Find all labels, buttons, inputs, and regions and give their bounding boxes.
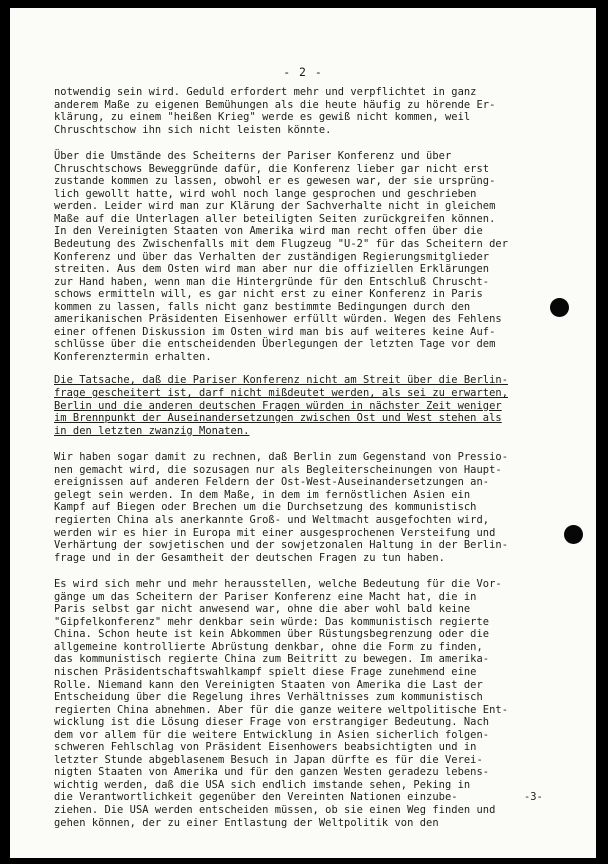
text-line: ereignissen auf anderen Feldern der Ost-West-Auseinandersetzungen an-	[54, 476, 490, 489]
text-line: werden wir es hier in Europa mit einer ausgesprochenen Versteifung und	[54, 526, 496, 539]
text-line: letzter Stunde abgeblasenem Besuch in Japan dürfte es für die Verei-	[54, 753, 483, 766]
text-line: Entscheidung über die Regelung ihres Verhältnisses zum kommunistisch	[54, 691, 483, 704]
text-line: im Brennpunkt der Auseinandersetzungen zwischen Ost und West stehen als	[54, 412, 502, 425]
text-line: gehen können, der zu einer Entlastung der Weltpolitik von den	[54, 816, 439, 829]
text-line: in den letzten zwanzig Monaten.	[54, 424, 250, 437]
text-line: Konferenztermin erhalten.	[54, 350, 212, 363]
paragraph-gap	[54, 564, 574, 578]
paragraph	[54, 150, 574, 363]
document-page	[10, 8, 596, 858]
text-line: allgemeine kontrollierte Abrüstung denkbar, ohne die Form zu finden,	[54, 640, 483, 653]
text-line: Konferenz und über das Verhalten der zuständigen Regierungsmitglieder	[54, 250, 490, 263]
text-line: nen gemacht wird, die sozusagen nur als Begleiterscheinungen von Haupt-	[54, 463, 502, 476]
text-line: ziehen. Die USA werden entscheiden müssen, ob sie einen Weg finden und	[54, 803, 496, 816]
text-line: nigten Staaten von Amerika und für den ganzen Westen geradezu lebens-	[54, 766, 490, 779]
text-line: zur Hand haben, wenn man die Hintergründe für den Entschluß Chruscht-	[54, 275, 490, 288]
paragraph	[54, 451, 574, 564]
text-line: klärung, zu einem "heißen Krieg" werde es gewiß nicht kommen, weil	[54, 111, 471, 124]
text-line: wichtig werden, daß die USA sich endlich imstande sehen, Peking in	[54, 778, 471, 791]
text-line: das kommunistisch regierte China zum Beitritt zu bewegen. Im amerika-	[54, 653, 490, 666]
text-line: einer offenen Diskussion im Osten wird man bis auf weiteres keine Auf-	[54, 325, 496, 338]
text-line: regierten China als anerkannte Groß- und Weltmacht ausgefochten wird,	[54, 513, 490, 526]
text-line: schweren Fehlschlag von Präsident Eisenhowers beabsichtigten und in	[54, 741, 477, 754]
text-line: Berlin und die anderen deutschen Fragen würden in nächster Zeit weniger	[54, 399, 502, 412]
text-line: zustande kommen zu lassen, obwohl er es gewesen war, der sie ursprüng-	[54, 175, 496, 188]
text-line: gelegt sein werden. In dem Maße, in dem im fernöstlichen Asien ein	[54, 488, 471, 501]
paragraph-gap	[54, 136, 574, 150]
text-line: Paris selbst gar nicht anwesend war, ohne die aber wohl bald keine	[54, 603, 471, 616]
text-line: schows ermitteln will, es gar nicht erst zu einer Konferenz in Paris	[54, 288, 483, 301]
paragraph-underlined	[54, 374, 574, 437]
page-number: - 2 -	[283, 65, 323, 79]
text-line: anderem Maße zu eigenen Bemühungen als die heute häufig zu hörende Er-	[54, 98, 496, 111]
text-line: die Verantwortlichkeit gegenüber den Vereinten Nationen einzube-	[54, 791, 458, 804]
body-text	[54, 86, 574, 829]
paragraph	[54, 578, 574, 829]
text-line: Bedeutung des Zwischenfalls mit dem Flugzeug "U-2" für das Scheitern der	[54, 238, 509, 251]
text-line: regierten China abnehmen. Aber für die ganze weitere weltpolitische Ent-	[54, 703, 509, 716]
text-line: Die Tatsache, daß die Pariser Konferenz nicht am Streit über die Berlin-	[54, 374, 509, 387]
paragraph-gap	[54, 437, 574, 451]
text-line: Chruschtschows Beweggründe dafür, die Konferenz lieber gar nicht erst	[54, 162, 490, 175]
text-line: Maße auf die Unterlagen aller beteiligten Seiten zurückgreifen können.	[54, 212, 496, 225]
text-line: wicklung ist die Lösung dieser Frage von erstrangiger Bedeutung. Nach	[54, 716, 490, 729]
text-line: amerikanischen Präsidenten Eisenhower erfüllt würden. Wegen des Fehlens	[54, 313, 502, 326]
text-line: Es wird sich mehr und mehr herausstellen, welche Bedeutung für die Vor-	[54, 578, 502, 591]
hole-punch-upper	[550, 298, 569, 317]
text-line: dem vor allem für die weitere Entwicklung in Asien sicherlich folgen-	[54, 728, 490, 741]
paragraph-gap	[54, 363, 574, 374]
text-line: schlüsse über die entscheidenden Überlegungen der letzten Tage vor dem	[54, 338, 496, 351]
text-line: frage und in der Gesamtheit der deutschen Fragen zu tun haben.	[54, 551, 445, 564]
text-line: China. Schon heute ist kein Abkommen über Rüstungsbegrenzung oder die	[54, 628, 490, 641]
text-line: nischen Präsidentschaftswahlkampf spielt diese Frage zunehmend eine	[54, 665, 477, 678]
paragraph	[54, 86, 574, 136]
text-line: Verhärtung der sowjetischen und der sowjetzonalen Haltung in der Berlin-	[54, 539, 509, 552]
text-line: In den Vereinigten Staaten von Amerika wird man recht offen über die	[54, 225, 483, 238]
text-line: kommen zu lassen, falls nicht ganz bestimmte Bedingungen durch den	[54, 300, 471, 313]
text-line: Wir haben sogar damit zu rechnen, daß Berlin zum Gegenstand von Pressio-	[54, 451, 509, 464]
text-line: Rolle. Niemand kann den Vereinigten Staaten von Amerika die Last der	[54, 678, 483, 691]
text-line: Chruschtschow ihn sich nicht leisten könnte.	[54, 123, 332, 136]
text-line: Kampf auf Biegen oder Brechen um die Durchsetzung des kommunistisch	[54, 501, 477, 514]
text-line: lich gewollt hatte, wird wohl noch lange gesprochen und geschrieben	[54, 187, 477, 200]
text-line: frage gescheitert ist, darf nicht mißdeutet werden, als sei zu erwarten,	[54, 387, 509, 400]
text-line: Über die Umstände des Scheiterns der Pariser Konferenz und über	[54, 150, 452, 163]
text-line: notwendig sein wird. Geduld erfordert mehr und verpflichtet in ganz	[54, 86, 477, 98]
text-line: streiten. Aus dem Osten wird man aber nur die offiziellen Erklärungen	[54, 263, 490, 276]
text-line: werden. Leider wird man zur Klärung der Sachverhalte nicht in gleichem	[54, 200, 496, 213]
text-line: gänge um das Scheitern der Pariser Konferenz eine Macht hat, die in	[54, 590, 477, 603]
next-page-marker: -3-	[524, 791, 543, 803]
hole-punch-lower	[564, 525, 583, 544]
text-line: "Gipfelkonferenz" mehr denkbar sein würde: Das kommunistisch regierte	[54, 615, 490, 628]
